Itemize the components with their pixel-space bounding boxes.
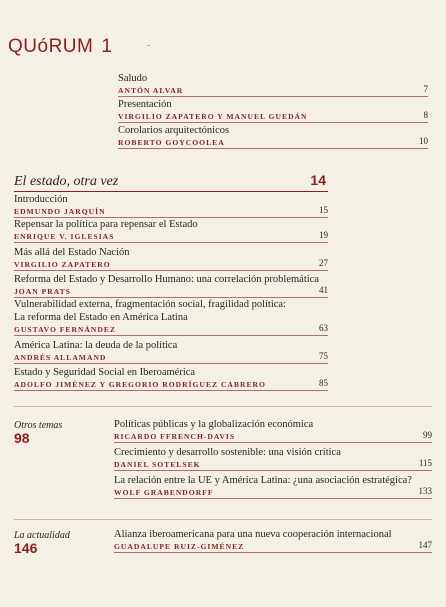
entry-title: Corolarios arquitectónicos xyxy=(118,125,230,136)
entry-page: 10 xyxy=(419,136,428,146)
entry-title: América Latina: la deuda de la política xyxy=(14,340,178,351)
entry-page: 27 xyxy=(319,258,328,268)
toc-entry[interactable] xyxy=(114,474,432,499)
decorative-tick xyxy=(147,45,150,46)
toc-entry[interactable] xyxy=(14,193,328,218)
entry-title: Introducción xyxy=(14,194,68,205)
entry-title: La relación entre la UE y América Latina: ¿una asociación estratégica? xyxy=(114,475,412,486)
entry-author: ANTÓN ALVAR 7 xyxy=(118,84,428,95)
toc-entry[interactable] xyxy=(14,246,328,271)
section-title: El estado, otra vez xyxy=(14,174,119,189)
section-label: Otros temas xyxy=(14,420,63,431)
entry-author: GUADALUPE RUIZ-GIMÉNEZ 147 xyxy=(114,540,432,551)
entry-page: 19 xyxy=(319,230,328,240)
entry-author: WOLF GRABENDORFF 133 xyxy=(114,486,432,497)
toc-entry-corolarios[interactable] xyxy=(118,124,428,149)
entry-page: 8 xyxy=(423,110,428,120)
entry-author: VIRGILIO ZAPATERO 27 xyxy=(14,258,328,269)
entry-author: ADOLFO JIMÉNEZ Y GREGORIO RODRÍGUEZ CABRERO 85 xyxy=(14,378,328,389)
toc-entry[interactable] xyxy=(114,528,432,553)
entry-title: Presentación xyxy=(118,99,172,110)
logo-text: QUóRUM xyxy=(8,36,94,57)
entry-title: Vulnerabilidad externa, fragmentación social, fragilidad política: xyxy=(14,299,286,310)
entry-page: 15 xyxy=(319,205,328,215)
entry-title: Políticas públicas y la globalización económica xyxy=(114,419,314,430)
entry-author: DANIEL SOTELSEK 115 xyxy=(114,458,432,469)
section-page: 146 xyxy=(14,540,38,556)
entry-page: 41 xyxy=(319,285,328,295)
section-label-actualidad[interactable] xyxy=(14,530,70,555)
entry-title: Estado y Seguridad Social en Iberoamérica xyxy=(14,367,196,378)
entry-title: Más allá del Estado Nación xyxy=(14,247,130,258)
entry-page: 99 xyxy=(423,430,432,440)
entry-title: Crecimiento y desarrollo sostenible: una visión crítica xyxy=(114,447,341,458)
entry-author: EDMUNDO JARQUÍN 15 xyxy=(14,205,328,216)
entry-title: Reforma del Estado y Desarrollo Humano: una correlación problemática xyxy=(14,274,319,285)
toc-entry[interactable] xyxy=(114,418,432,443)
issue-number: 1 xyxy=(101,36,113,57)
entry-page: 75 xyxy=(319,351,328,361)
section-page: 14 xyxy=(310,172,326,188)
entry-author: VIRGILIO ZAPATERO Y MANUEL GUEDÁN 8 xyxy=(118,110,428,121)
section-heading-estado[interactable] xyxy=(14,173,328,192)
section-separator xyxy=(14,406,432,407)
entry-title: Alianza iberoamericana para una nueva cooperación internacional xyxy=(114,529,392,540)
entry-title: Repensar la política para repensar el Estado xyxy=(14,219,198,230)
entry-title-line2: La reforma del Estado en América Latina xyxy=(14,312,188,323)
entry-page: 85 xyxy=(319,378,328,388)
entry-title: Saludo xyxy=(118,73,148,84)
entry-author: JOAN PRATS 41 xyxy=(14,285,328,296)
toc-entry[interactable] xyxy=(14,366,328,391)
section-label-otros[interactable] xyxy=(14,420,62,445)
section-page: 98 xyxy=(14,430,30,446)
journal-logo xyxy=(8,36,112,58)
entry-page: 7 xyxy=(423,84,428,94)
entry-author: ROBERTO GOYCOOLEA 10 xyxy=(118,136,428,147)
toc-entry[interactable] xyxy=(14,298,328,336)
entry-page: 133 xyxy=(418,486,432,496)
toc-entry[interactable] xyxy=(14,339,328,364)
section-separator xyxy=(14,519,432,520)
toc-entry-presentacion[interactable] xyxy=(118,98,428,123)
entry-author: ENRIQUE V. IGLESIAS 19 xyxy=(14,230,328,241)
toc-entry[interactable] xyxy=(14,273,328,298)
entry-page: 147 xyxy=(418,540,432,550)
toc-entry[interactable] xyxy=(114,446,432,471)
toc-entry-saludo[interactable] xyxy=(118,72,428,97)
section-label: La actualidad xyxy=(14,530,70,541)
entry-author: RICARDO FFRENCH-DAVIS 99 xyxy=(114,430,432,441)
entry-author: ANDRÉS ALLAMAND 75 xyxy=(14,351,328,362)
entry-author: GUSTAVO FERNÁNDEZ 63 xyxy=(14,323,328,334)
entry-page: 63 xyxy=(319,323,328,333)
entry-page: 115 xyxy=(418,458,432,468)
toc-entry[interactable] xyxy=(14,218,328,243)
